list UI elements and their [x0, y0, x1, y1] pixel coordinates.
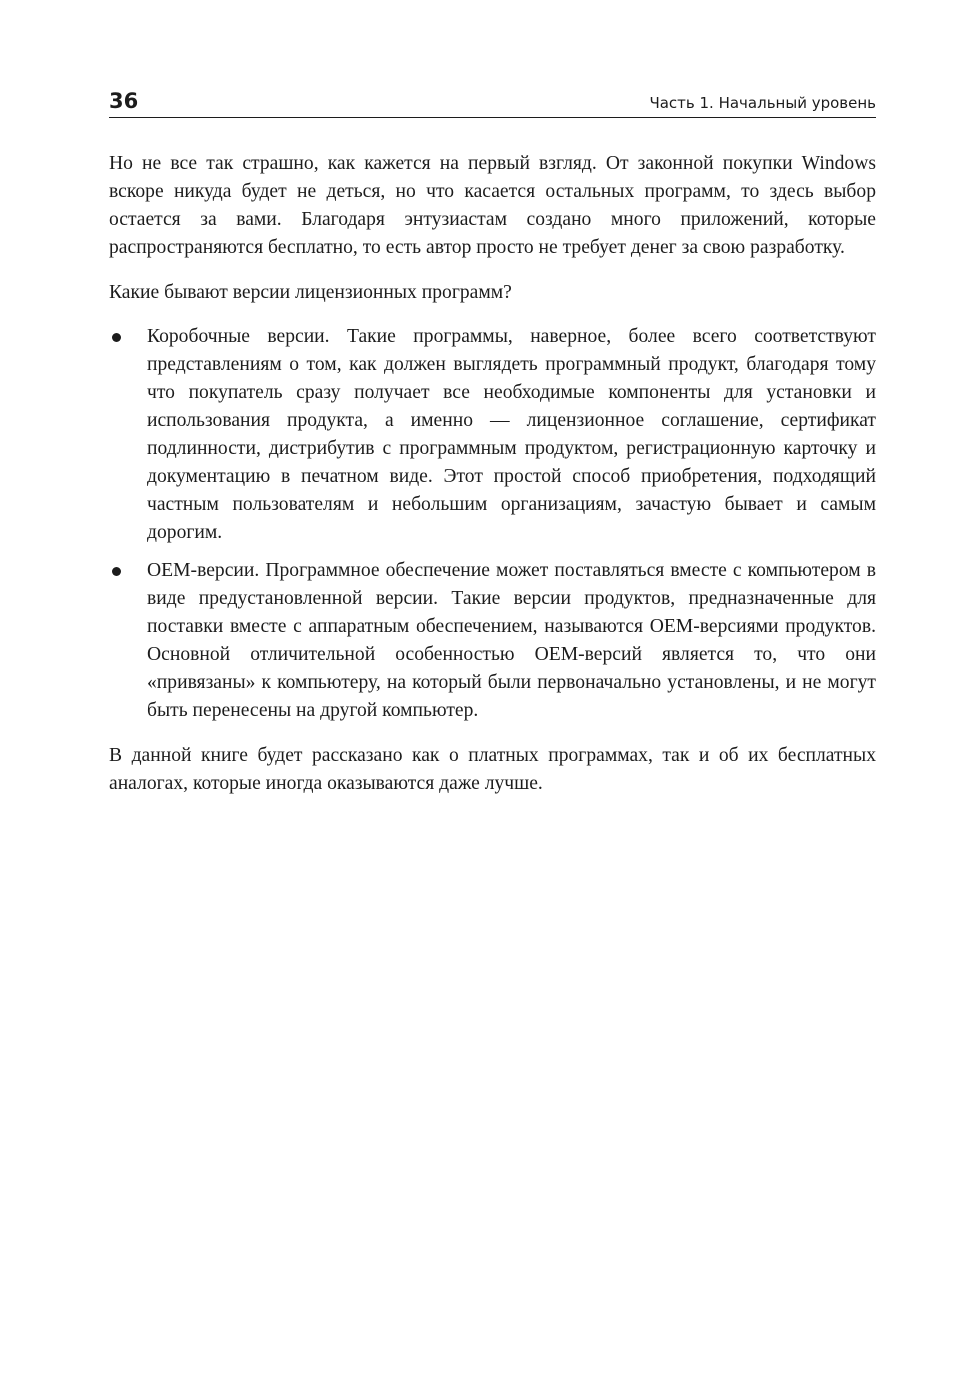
- book-page: [109, 86, 876, 798]
- bullet-icon: [112, 567, 121, 576]
- paragraph-conclusion: В данной книге будет рассказано как о платных программах, так и об их бесплатных аналогах, которые иногда оказываются даже лучше.: [109, 745, 876, 794]
- paragraph-question: Какие бывают версии лицензионных программ?: [109, 282, 512, 303]
- page-number: 36: [109, 89, 139, 113]
- list-item-text: Коробочные версии. Такие программы, наверное, более всего соответствуют представлениям о том, как должен выглядеть программный продукт, благодаря тому что покупатель сразу получает все необходимые компоненты для установки и использования продукта, а именно — лицензионное соглашение, сертификат подлинности, дистрибутив с программным продуктом, регистрационную карточку и документацию в печатном виде. Этот простой способ приобретения, подходящий частным пользователям и небольшим организациям, зачастую бывает и самым дорогим.: [147, 326, 876, 543]
- bullet-icon: [112, 333, 121, 342]
- license-types-list: [109, 323, 876, 725]
- running-title: Часть 1. Начальный уровень: [649, 94, 876, 112]
- list-item-oem-versions: [109, 557, 876, 725]
- paragraph-intro: Но не все так страшно, как кажется на первый взгляд. От законной покупки Windows вскоре никуда будет не деться, но что касается остальных программ, то здесь выбор остается за вами. Благодаря энтузиастам создано много приложений, которые распространяются бесплатно, то есть автор просто не требует денег за свою разработку.: [109, 153, 876, 258]
- list-item-boxed-versions: [109, 323, 876, 547]
- list-item-text: OEM-версии. Программное обеспечение может поставляться вместе с компьютером в виде предустановленной версии. Такие версии продуктов, предназначенные для поставки вместе с аппаратным обеспечением, называются OEM-версиями продуктов. Основной отличительной особенностью OEM-версий является то, что они «привязаны» к компьютеру, на который были первоначально установлены, и не могут быть перенесены на другой компьютер.: [147, 560, 876, 721]
- running-head: [109, 86, 876, 118]
